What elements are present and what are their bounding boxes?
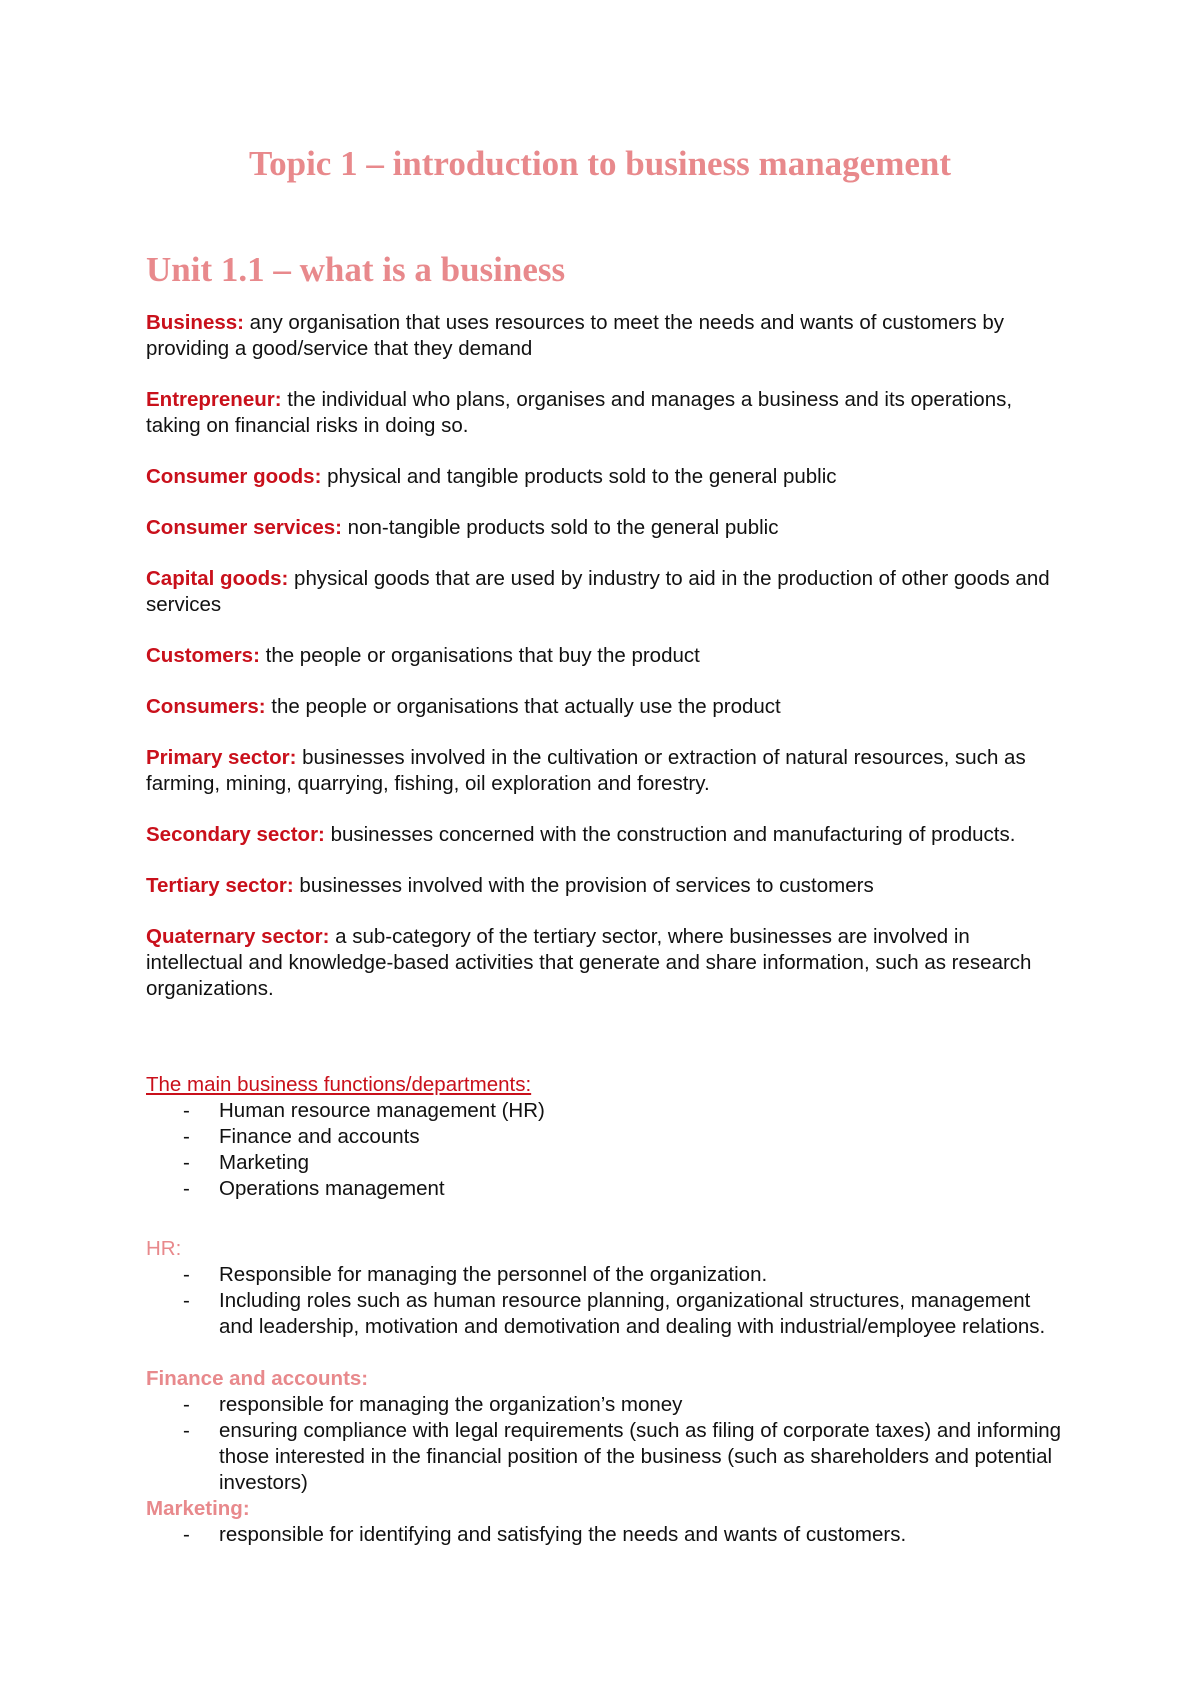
dash-bullet: - [183, 1177, 190, 1200]
dash-bullet: - [183, 1125, 190, 1148]
definition-text: businesses involved with the provision of services to customers [293, 874, 874, 897]
definition-text: any organisation that uses resources to meet the needs and wants of customers by providing a good/service that they demand [146, 311, 1005, 360]
definition-text: businesses involved in the cultivation or extraction of natural resources, such as farming, mining, quarrying, fishing, oil exploration and forestry. [146, 746, 1026, 795]
finance-list [146, 1392, 1066, 1496]
definition-primary-sector [146, 745, 1066, 797]
definition-term: Consumers: [146, 695, 266, 718]
definition-secondary-sector [146, 822, 1066, 848]
dash-bullet: - [183, 1289, 190, 1312]
hr-list [146, 1262, 1066, 1340]
definition-text: the people or organisations that buy the product [259, 644, 700, 667]
definition-quaternary-sector [146, 924, 1066, 1002]
business-functions [146, 1072, 1066, 1202]
definition-text: a sub-category of the tertiary sector, where businesses are involved in intellectual and knowledge-based activities that generate and share information, such as research organizations. [146, 925, 1032, 1000]
definition-capital-goods [146, 566, 1066, 618]
list-item: - Human resource management (HR) [183, 1099, 545, 1122]
definition-business [146, 310, 1066, 362]
dash-bullet: - [183, 1099, 190, 1122]
list-item: - responsible for managing the organization’s money [183, 1393, 683, 1416]
finance-heading: Finance and accounts: [146, 1367, 369, 1390]
list-item: - Including roles such as human resource planning, organizational structures, management and leadership, motivation and demotivation and dealing with industrial/employee relations. [183, 1289, 1046, 1338]
functions-title: The main business functions/departments: [146, 1073, 532, 1096]
definition-term: Tertiary sector: [146, 874, 294, 897]
list-item: - responsible for identifying and satisfying the needs and wants of customers. [183, 1523, 907, 1546]
dash-bullet: - [183, 1151, 190, 1174]
definition-text: physical goods that are used by industry to aid in the production of other goods and services [146, 567, 1050, 616]
dash-bullet: - [183, 1393, 190, 1416]
marketing-heading: Marketing: [146, 1497, 250, 1520]
definition-customers [146, 643, 1066, 669]
page-title: Topic 1 – introduction to business management [248, 144, 952, 183]
definition-term: Secondary sector: [146, 823, 325, 846]
hr-heading: HR: [146, 1237, 182, 1260]
definition-text: the individual who plans, organises and manages a business and its operations, taking on financial risks in doing so. [146, 388, 1013, 437]
definition-term: Quaternary sector: [146, 925, 330, 948]
list-item: - Responsible for managing the personnel of the organization. [183, 1263, 768, 1286]
definition-text: the people or organisations that actually use the product [265, 695, 781, 718]
list-item: - Operations management [183, 1177, 445, 1200]
dash-bullet: - [183, 1263, 190, 1286]
definition-entrepreneur [146, 387, 1066, 439]
list-item: - ensuring compliance with legal requirements (such as filing of corporate taxes) and informing those interested in the financial position of the business (such as shareholders and potential investors) [183, 1419, 1062, 1494]
definition-term: Primary sector: [146, 746, 297, 769]
definition-term: Consumer goods: [146, 465, 322, 488]
definition-text: physical and tangible products sold to the general public [321, 465, 837, 488]
definition-term: Business: [146, 311, 244, 334]
definition-tertiary-sector [146, 873, 1066, 899]
definition-text: non-tangible products sold to the general public [341, 516, 779, 539]
marketing-section [146, 1496, 1066, 1548]
dash-bullet: - [183, 1523, 190, 1546]
definition-consumer-goods [146, 464, 1066, 490]
hr-section [146, 1236, 1066, 1340]
definitions-list [146, 310, 1066, 1027]
definition-consumers [146, 694, 1066, 720]
list-item: - Finance and accounts [183, 1125, 420, 1148]
definition-term: Customers: [146, 644, 260, 667]
unit-heading: Unit 1.1 – what is a business [146, 250, 566, 289]
definition-term: Consumer services: [146, 516, 342, 539]
definition-consumer-services [146, 515, 1066, 541]
definition-term: Entrepreneur: [146, 388, 282, 411]
dash-bullet: - [183, 1419, 190, 1442]
finance-section [146, 1366, 1066, 1496]
definition-term: Capital goods: [146, 567, 289, 590]
list-item: - Marketing [183, 1151, 310, 1174]
functions-list [146, 1098, 1066, 1202]
definition-text: businesses concerned with the construction and manufacturing of products. [324, 823, 1016, 846]
marketing-list [146, 1522, 1066, 1548]
